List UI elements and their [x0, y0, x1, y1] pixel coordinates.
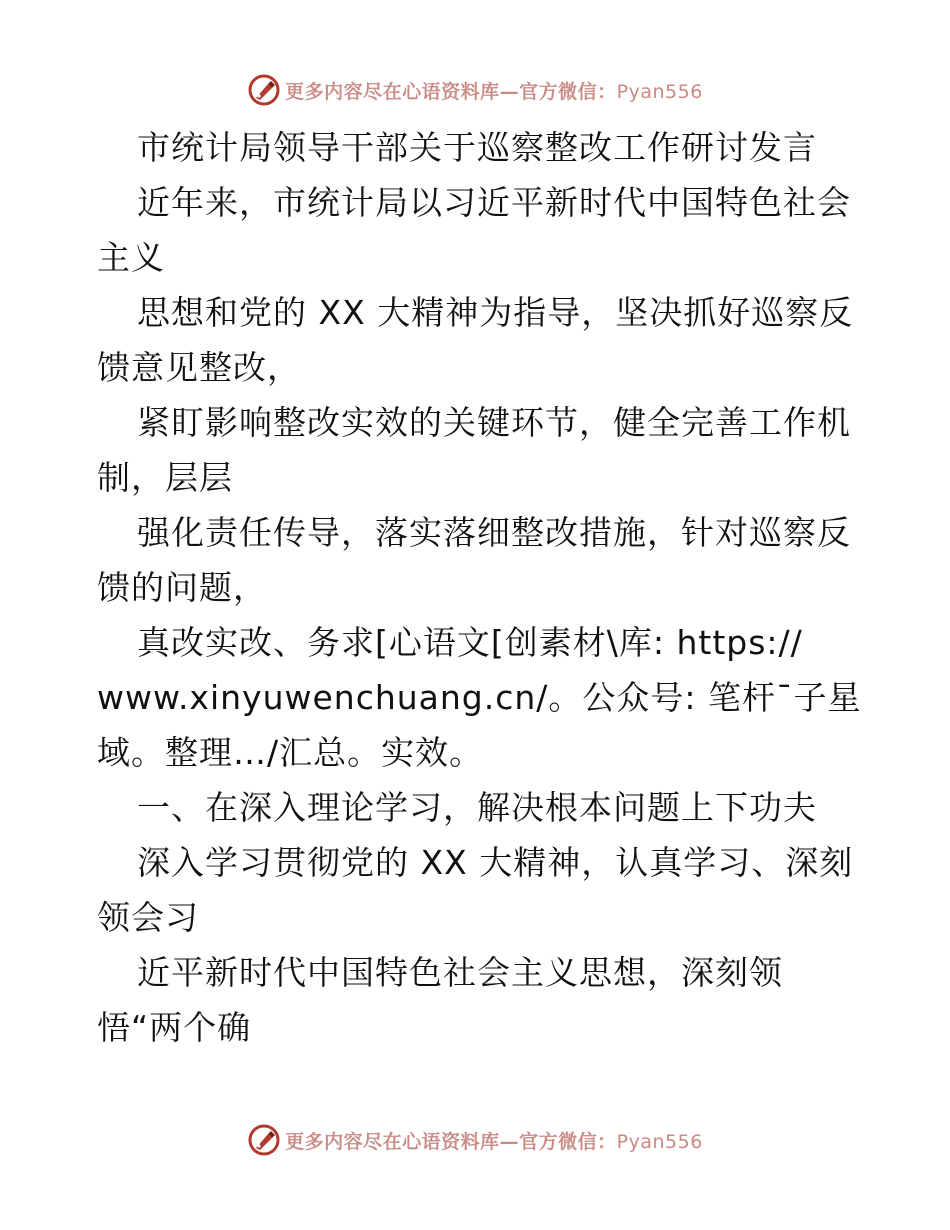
text-line: 真改实改、务求[心语文[创素材\库: https://: [137, 623, 803, 662]
watermark-text: [285, 77, 703, 104]
text-line: 强化责任传导，落实落细整改措施，针对巡察反: [137, 513, 851, 552]
text-line: 主义: [97, 238, 165, 277]
text-line: 一、在深入理论学习，解决根本问题上下功夫: [137, 788, 817, 827]
text-line: 馈的问题，: [97, 568, 267, 607]
text-line: 制，层层: [97, 458, 233, 497]
watermark-header: [0, 70, 950, 110]
document-body: [97, 120, 862, 1055]
text-line: 紧盯影响整改实效的关键环节，健全完善工作机: [137, 403, 851, 442]
watermark-text-cn: 更多内容尽在心语资料库—官方微信：: [285, 1130, 617, 1153]
watermark-footer: [0, 1120, 950, 1160]
text-line: 深入学习贯彻党的 XX 大精神，认真学习、深刻: [137, 843, 854, 882]
watermark-wechat-id: Pyan556: [616, 1130, 703, 1153]
text-line: 近年来，市统计局以习近平新时代中国特色社会: [137, 183, 851, 222]
pen-logo-icon: [247, 73, 281, 107]
text-line: 域。整理…/汇总。实效。: [97, 733, 484, 772]
text-line: 馈意见整改，: [97, 348, 301, 387]
text-line: 思想和党的 XX 大精神为指导，坚决抓好巡察反: [137, 293, 854, 332]
text-line: 悟“两个确: [97, 1008, 252, 1047]
watermark-wechat-id: Pyan556: [616, 80, 703, 103]
text-line: 领会习: [97, 898, 199, 937]
text-line: 市统计局领导干部关于巡察整改工作研讨发言: [137, 128, 817, 167]
pen-logo-icon: [247, 1123, 281, 1157]
text-line: 近平新时代中国特色社会主义思想，深刻领: [137, 953, 783, 992]
text-line: www.xinyuwenchuang.cn/。公众号: 笔杆¯子星: [97, 678, 862, 717]
watermark-text: [285, 1127, 703, 1154]
watermark-text-cn: 更多内容尽在心语资料库—官方微信：: [285, 80, 617, 103]
